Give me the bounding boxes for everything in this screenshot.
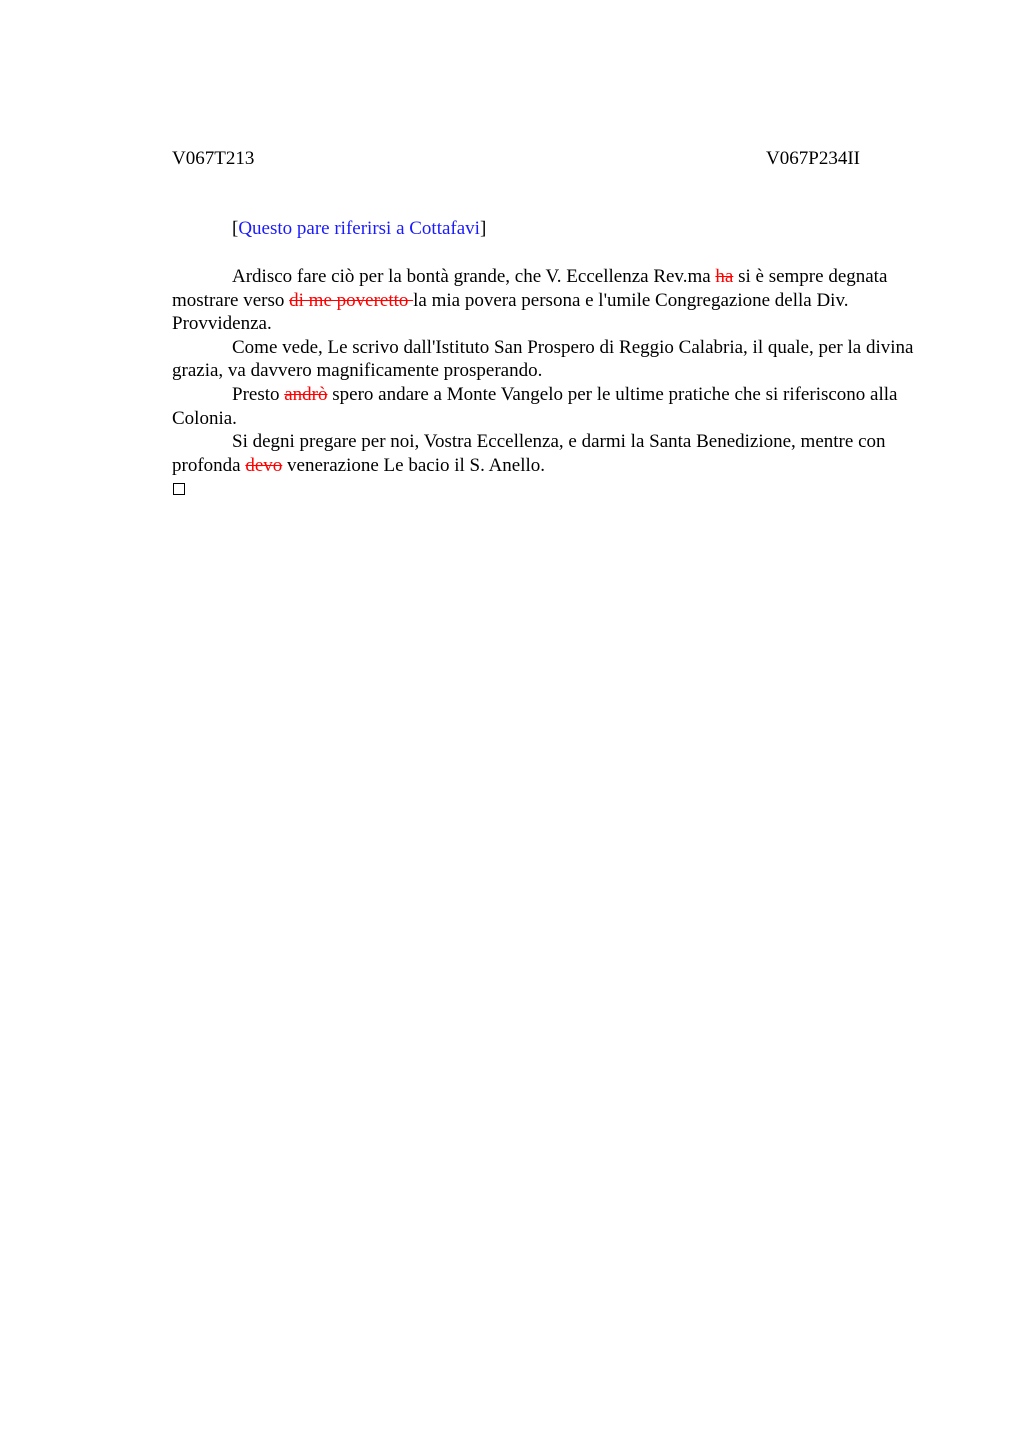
editorial-note (232, 216, 486, 242)
paragraph-1 (172, 265, 928, 336)
note-close-bracket: ] (479, 218, 487, 239)
deleted-text: andrò (284, 383, 328, 405)
deleted-text: ha (715, 266, 734, 287)
paragraph-text: Ardisco fare ciò per la bontà grande, che V. Eccellenza Rev.ma (232, 266, 716, 287)
paragraph-text: spero andare a Monte Vangelo per le ultime pratiche che si riferiscono alla Colonia. (172, 383, 898, 429)
paragraph-4 (172, 430, 928, 477)
paragraph-text: Come vede, Le scrivo dall'Istituto San Prospero di Reggio Calabria, il quale, per la divina grazia, va davvero magnificamente prosperando. (172, 336, 914, 382)
deleted-text: devo (245, 454, 283, 476)
document-header (172, 146, 860, 172)
paragraph-text: la mia povera persona e l'umile Congregazione della Div. Provvidenza. (172, 289, 849, 335)
note-open-bracket: [ (232, 218, 239, 239)
deleted-text: di me poveretto (289, 289, 414, 311)
square-outline-icon (173, 483, 185, 495)
paragraph-text: Si degni pregare per noi, Vostra Eccellenza, e darmi la Santa Benedizione, mentre con profonda (172, 431, 886, 476)
document-code-right: V067P234II (766, 148, 860, 169)
paragraph-3 (172, 383, 928, 430)
paragraph-text: Presto (232, 383, 285, 405)
document-code-left: V067T213 (172, 148, 255, 169)
paragraph-text: venerazione Le bacio il S. Anello. (282, 454, 546, 476)
letter-body (172, 265, 928, 477)
note-text: Questo pare riferirsi a Cottafavi (238, 218, 480, 239)
paragraph-2 (172, 336, 928, 383)
paragraph-text: si è sempre degnata mostrare verso (172, 266, 888, 311)
